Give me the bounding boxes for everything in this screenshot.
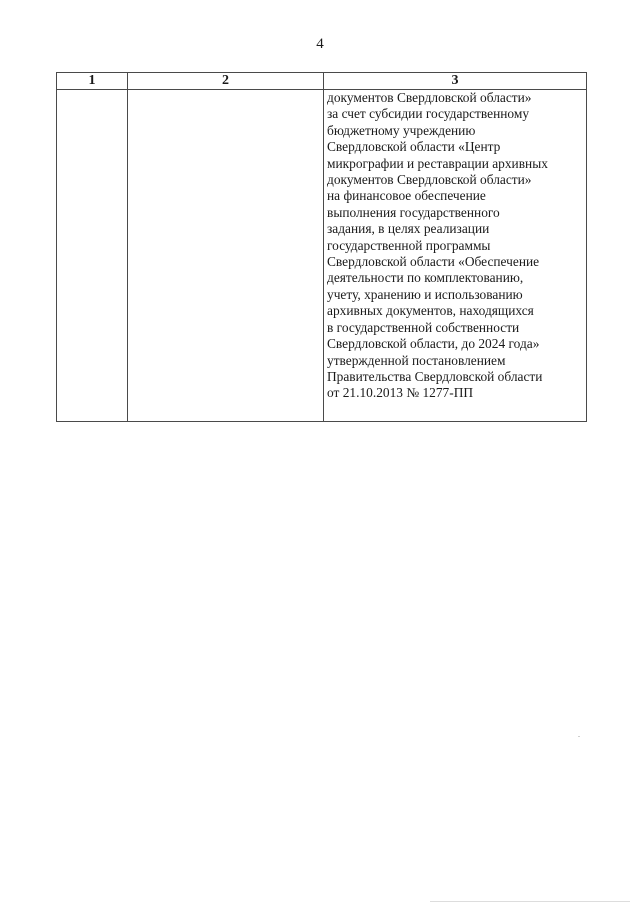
column-header-1: 1	[57, 73, 128, 90]
scan-artifact-mark	[578, 736, 580, 737]
cell-col-3-text: документов Свердловской области» за счет субсидии государственному бюджетному учреждению Свердловской области «Центр микрографии и реставрации архивных документов Свердловской области» на финансовое обеспечение выполнения государственного задания, в целях реализации государственной программы Свердловской области «Обеспечение деятельности по комплектованию, учету, хранению и использованию архивных документов, находящихся в государственной собственности Свердловской области, до 2024 года» утвержденной постановлением Правительства Свердловской области от 21.10.2013 № 1277-ПП	[327, 90, 548, 401]
table-header-row	[57, 73, 587, 90]
cell-col-1	[57, 90, 128, 422]
document-table	[56, 72, 587, 422]
column-header-3: 3	[324, 73, 587, 90]
cell-col-2	[128, 90, 324, 422]
page-number: 4	[316, 36, 324, 52]
column-header-2: 2	[128, 73, 324, 90]
cell-col-3	[324, 90, 587, 422]
table-row	[57, 90, 587, 422]
scan-artifact-mark	[430, 901, 630, 902]
